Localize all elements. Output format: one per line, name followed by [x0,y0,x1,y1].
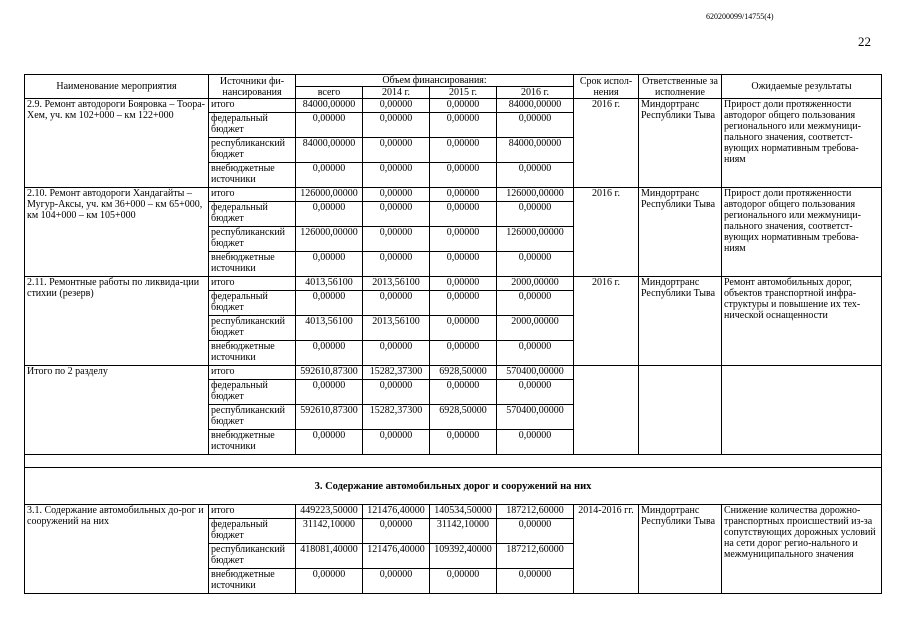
total-cell: 592610,87300 [296,366,363,380]
total-cell: 0,00000 [296,430,363,455]
y2015-cell: 31142,10000 [430,519,497,544]
responsible-cell: Миндортранс Республики Тыва [639,505,722,594]
total-cell: 126000,00000 [296,227,363,252]
y2014-cell: 0,00000 [363,202,430,227]
source-cell: республиканский бюджет [209,138,296,163]
deadline-cell [574,366,639,455]
header-sources: Источники фи-нансирования [209,75,296,99]
y2014-cell: 0,00000 [363,430,430,455]
header-name: Наименование мероприятия [25,75,209,99]
header-2014: 2014 г. [363,87,430,99]
y2016-cell: 570400,00000 [497,405,574,430]
source-cell: федеральный бюджет [209,291,296,316]
y2014-cell: 0,00000 [363,188,430,202]
result-cell: Прирост доли протяженности автодорог общего пользования регионального или межмуници-пального значения, соответст-вующих нормативным требова-ниям [722,99,882,188]
deadline-cell: 2014-2016 гг. [574,505,639,594]
y2014-cell: 0,00000 [363,569,430,594]
source-cell: республиканский бюджет [209,316,296,341]
y2014-cell: 0,00000 [363,163,430,188]
y2014-cell: 2013,56100 [363,277,430,291]
header-2015: 2015 г. [430,87,497,99]
total-cell: 0,00000 [296,202,363,227]
y2015-cell: 140534,50000 [430,505,497,519]
y2016-cell: 0,00000 [497,430,574,455]
total-cell: 449223,50000 [296,505,363,519]
total-cell: 592610,87300 [296,405,363,430]
y2015-cell: 0,00000 [430,316,497,341]
y2016-cell: 2000,00000 [497,316,574,341]
y2015-cell: 0,00000 [430,188,497,202]
table-row [25,366,882,380]
y2014-cell: 15282,37300 [363,405,430,430]
total-cell: 84000,00000 [296,138,363,163]
y2016-cell: 0,00000 [497,202,574,227]
y2015-cell: 0,00000 [430,113,497,138]
deadline-cell: 2016 г. [574,99,639,188]
header-responsible: Ответственные за исполнение [639,75,722,99]
responsible-cell: Миндортранс Республики Тыва [639,99,722,188]
y2015-cell: 0,00000 [430,277,497,291]
y2014-cell: 121476,40000 [363,544,430,569]
y2016-cell: 0,00000 [497,291,574,316]
y2015-cell: 0,00000 [430,227,497,252]
activity-name: 2.10. Ремонт автодороги Хандагайты – Мугур-Аксы, уч. км 36+000 – км 65+000, км 104+000 – км 105+000 [25,188,209,277]
y2014-cell: 15282,37300 [363,366,430,380]
source-cell: внебюджетные источники [209,252,296,277]
responsible-cell: Миндортранс Республики Тыва [639,188,722,277]
y2014-cell: 0,00000 [363,113,430,138]
y2016-cell: 2000,00000 [497,277,574,291]
table-row [25,505,882,519]
y2015-cell: 0,00000 [430,99,497,113]
responsible-cell: Миндортранс Республики Тыва [639,277,722,366]
y2014-cell: 0,00000 [363,380,430,405]
source-cell: республиканский бюджет [209,544,296,569]
responsible-cell [639,366,722,455]
deadline-cell: 2016 г. [574,188,639,277]
source-cell: внебюджетные источники [209,430,296,455]
source-cell: внебюджетные источники [209,163,296,188]
source-cell: итого [209,366,296,380]
activity-name: 2.11. Ремонтные работы по ликвида-ции стихии (резерв) [25,277,209,366]
source-cell: федеральный бюджет [209,380,296,405]
result-cell [722,366,882,455]
y2015-cell: 0,00000 [430,138,497,163]
total-cell: 0,00000 [296,291,363,316]
y2015-cell: 0,00000 [430,252,497,277]
y2014-cell: 0,00000 [363,341,430,366]
total-cell: 4013,56100 [296,316,363,341]
source-cell: итого [209,188,296,202]
y2015-cell: 0,00000 [430,430,497,455]
y2015-cell: 6928,50000 [430,366,497,380]
source-cell: федеральный бюджет [209,202,296,227]
y2016-cell: 0,00000 [497,569,574,594]
y2014-cell: 0,00000 [363,252,430,277]
total-cell: 126000,00000 [296,188,363,202]
header-volume: Объем финансирования: [296,75,574,87]
total-cell: 4013,56100 [296,277,363,291]
table-row [25,277,882,291]
financing-table [24,74,882,594]
y2015-cell: 109392,40000 [430,544,497,569]
total-cell: 0,00000 [296,163,363,188]
table-row [25,99,882,113]
header-results: Ожидаемые результаты [722,75,882,99]
header-deadline: Срок испол-нения [574,75,639,99]
y2016-cell: 0,00000 [497,519,574,544]
total-cell: 418081,40000 [296,544,363,569]
deadline-cell: 2016 г. [574,277,639,366]
header-2016: 2016 г. [497,87,574,99]
y2016-cell: 84000,00000 [497,99,574,113]
activity-name: 2.9. Ремонт автодороги Бояровка – Тоора-Хем, уч. км 102+000 – км 122+000 [25,99,209,188]
source-cell: внебюджетные источники [209,341,296,366]
table-row [25,188,882,202]
activity-name: Итого по 2 разделу [25,366,209,455]
y2015-cell: 0,00000 [430,341,497,366]
header-total: всего [296,87,363,99]
document-number: 620200099/14755(4) [706,12,774,21]
y2016-cell: 187212,60000 [497,505,574,519]
source-cell: итого [209,505,296,519]
source-cell: федеральный бюджет [209,519,296,544]
y2016-cell: 84000,00000 [497,138,574,163]
source-cell: итого [209,99,296,113]
y2016-cell: 126000,00000 [497,227,574,252]
y2014-cell: 0,00000 [363,138,430,163]
y2014-cell: 2013,56100 [363,316,430,341]
total-cell: 0,00000 [296,569,363,594]
y2015-cell: 0,00000 [430,291,497,316]
y2014-cell: 0,00000 [363,519,430,544]
source-cell: итого [209,277,296,291]
activity-name: 3.1. Содержание автомобильных до-рог и сооружений на них [25,505,209,594]
y2015-cell: 0,00000 [430,202,497,227]
section-title: 3. Содержание автомобильных дорог и сооружений на них [25,468,882,505]
source-cell: внебюджетные источники [209,569,296,594]
y2016-cell: 0,00000 [497,380,574,405]
total-cell: 0,00000 [296,113,363,138]
y2014-cell: 0,00000 [363,99,430,113]
source-cell: республиканский бюджет [209,227,296,252]
page-number: 22 [858,34,871,49]
y2016-cell: 187212,60000 [497,544,574,569]
total-cell: 0,00000 [296,380,363,405]
spacer-row [25,455,882,468]
y2016-cell: 0,00000 [497,113,574,138]
result-cell: Прирост доли протяженности автодорог общего пользования регионального или межмуници-пального значения, соответст-вующих нормативным требова-ниям [722,188,882,277]
y2016-cell: 0,00000 [497,252,574,277]
total-cell: 0,00000 [296,252,363,277]
result-cell: Снижение количества дорожно-транспортных происшествий из-за сопутствующих дорожных условий на сети дорог регио-нального и межмуниципального значения [722,505,882,594]
total-cell: 31142,10000 [296,519,363,544]
y2014-cell: 0,00000 [363,227,430,252]
result-cell: Ремонт автомобильных дорог, объектов транспортной инфра-структуры и повышение их тех-нической оснащенности [722,277,882,366]
y2015-cell: 0,00000 [430,380,497,405]
y2014-cell: 0,00000 [363,291,430,316]
y2015-cell: 0,00000 [430,163,497,188]
source-cell: республиканский бюджет [209,405,296,430]
y2016-cell: 126000,00000 [497,188,574,202]
y2015-cell: 0,00000 [430,569,497,594]
y2016-cell: 570400,00000 [497,366,574,380]
y2014-cell: 121476,40000 [363,505,430,519]
total-cell: 0,00000 [296,341,363,366]
y2015-cell: 6928,50000 [430,405,497,430]
total-cell: 84000,00000 [296,99,363,113]
y2016-cell: 0,00000 [497,163,574,188]
y2016-cell: 0,00000 [497,341,574,366]
source-cell: федеральный бюджет [209,113,296,138]
